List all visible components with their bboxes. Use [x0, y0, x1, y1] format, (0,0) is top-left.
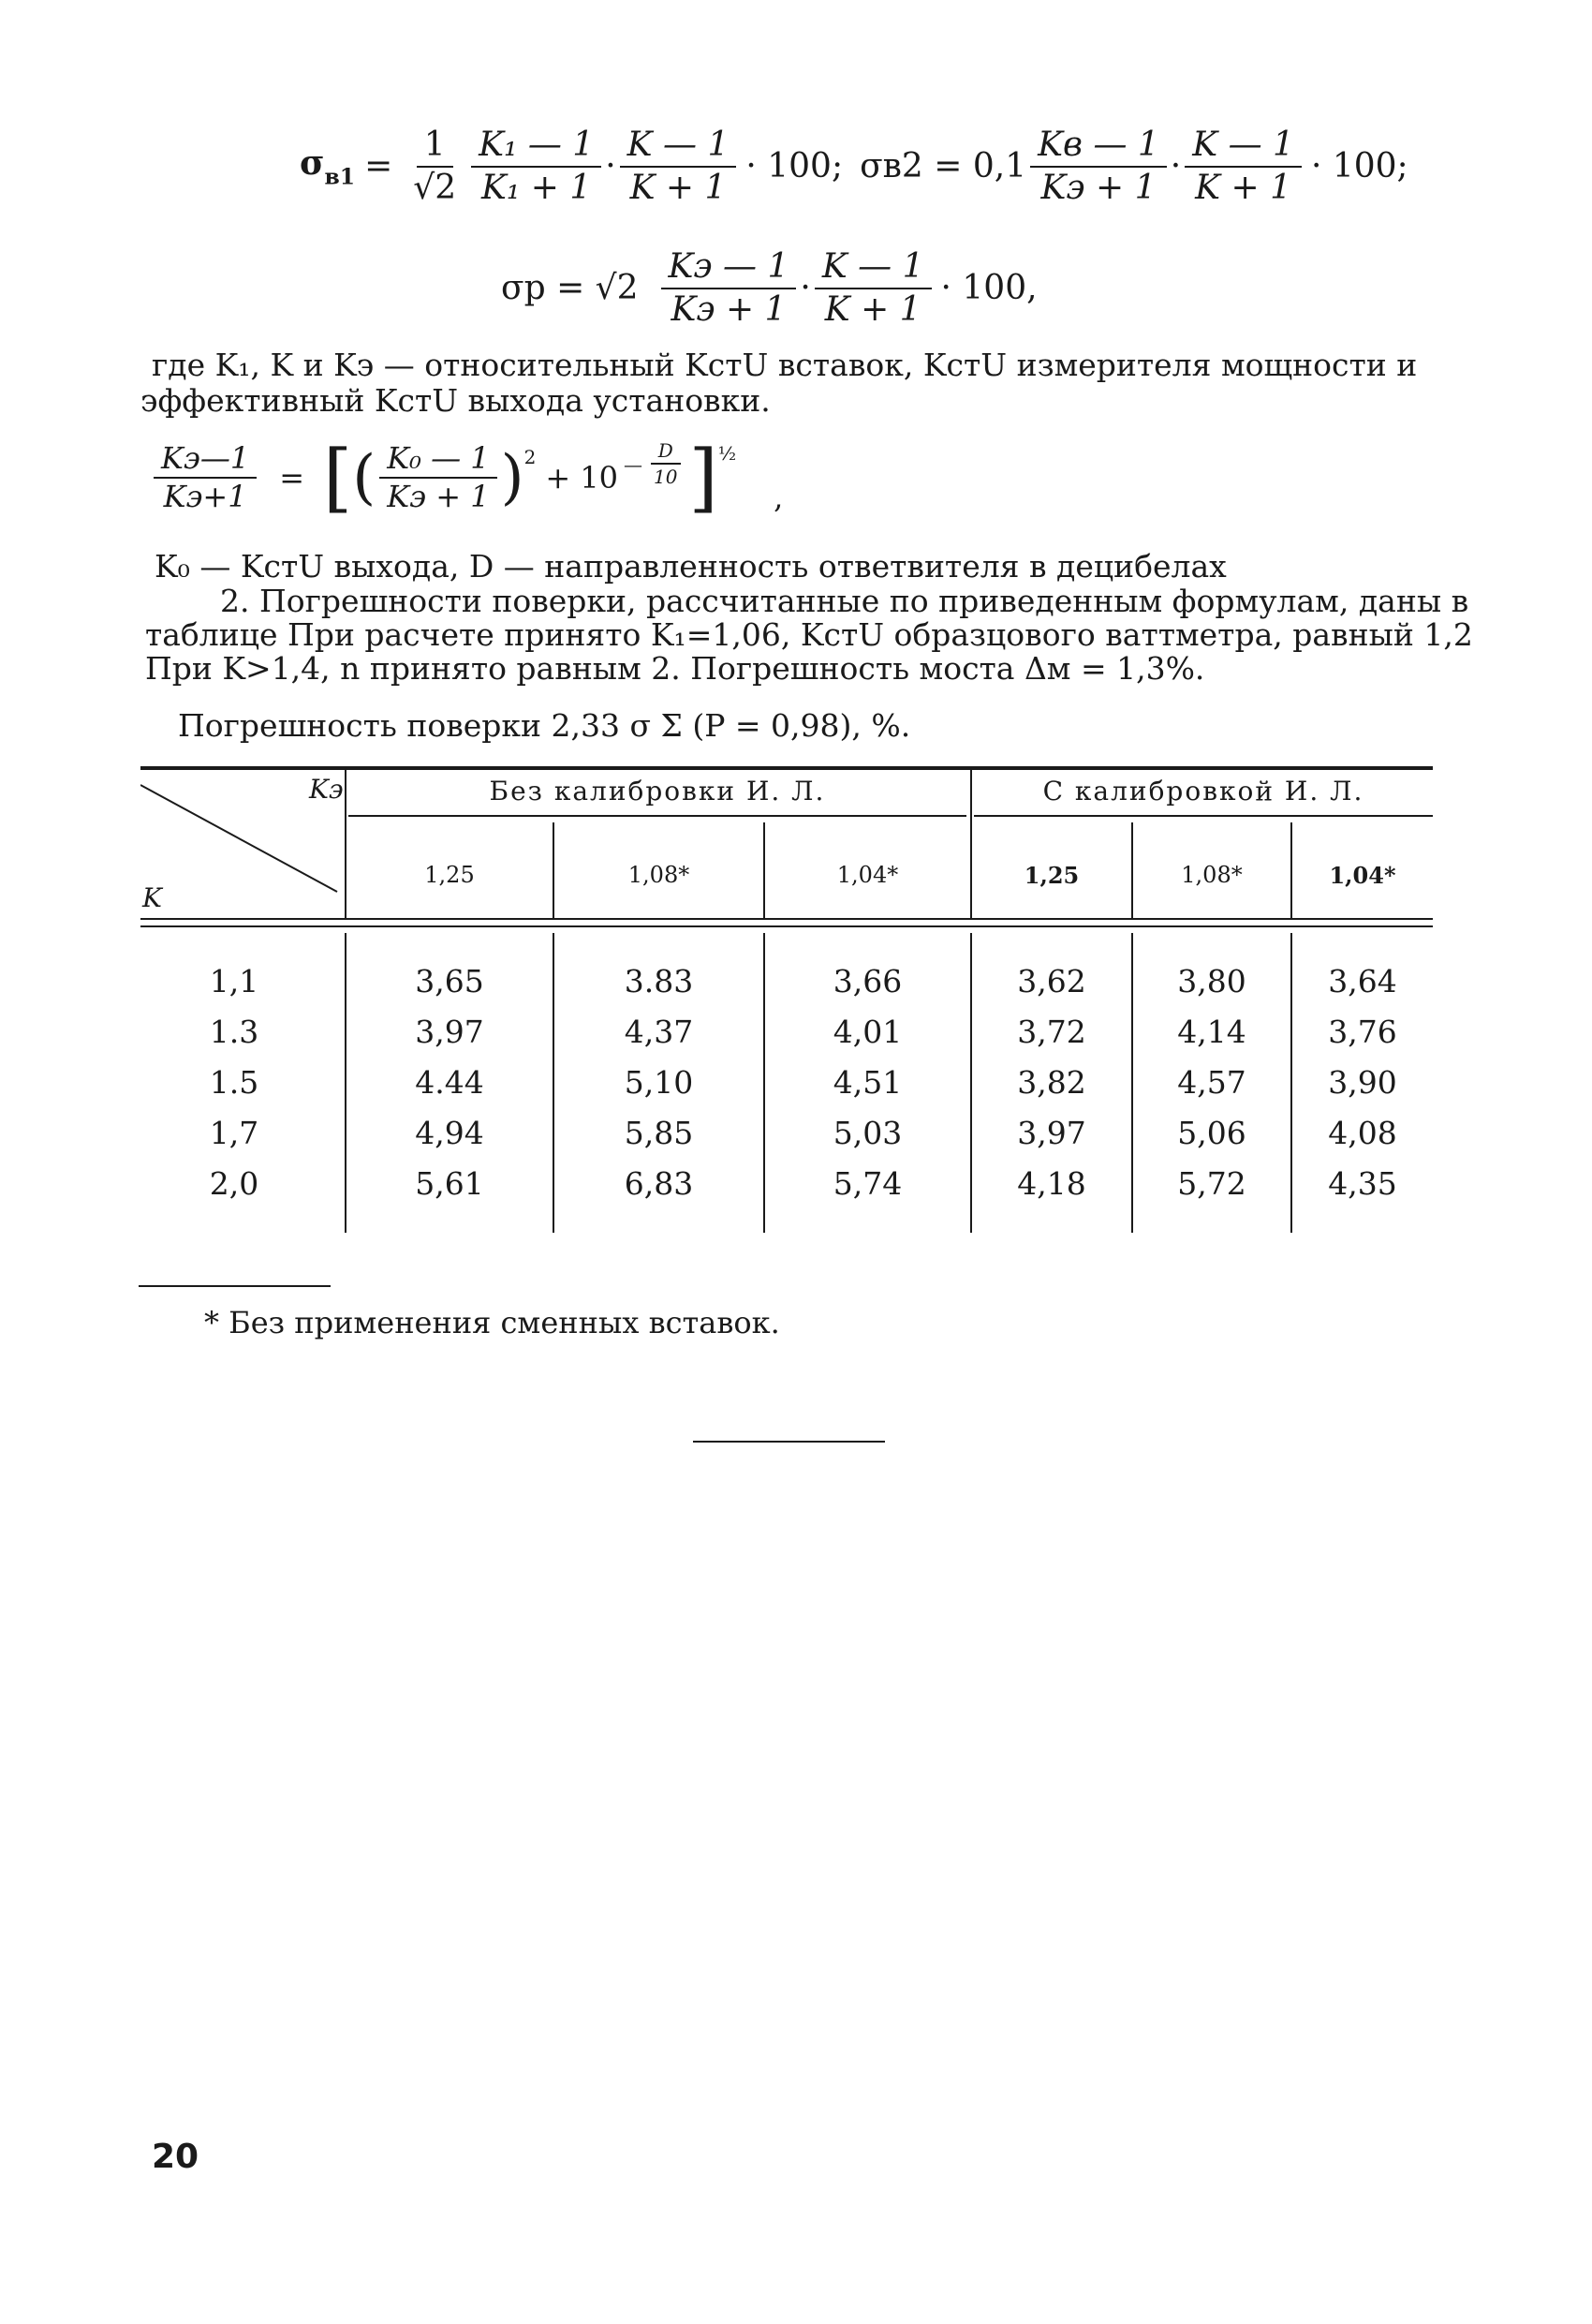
frac-k: $\frac{K — 1}{K + 1}$: [620, 126, 737, 206]
frac-ke: $\frac{Kэ — 1}{Kэ + 1}$: [661, 248, 797, 328]
row-k: 1,7: [209, 1115, 259, 1151]
sigma-b2: σв2 = 0,1: [860, 147, 1027, 186]
note2-line-1: 2. Погрешности поверки, рассчитанные по приведенным формулам, даны в: [220, 583, 1469, 619]
where-line-2: эффективный KстU выхода установки.: [140, 382, 771, 419]
cell: 3,80: [1177, 963, 1246, 999]
cell: 3,66: [833, 963, 903, 999]
cell: 5,61: [415, 1165, 484, 1202]
where-line-1: где K₁, K и Kэ — относительный KстU вставок, KстU измерителя мощности и: [152, 347, 1418, 383]
subheader: 1,04*: [836, 862, 899, 888]
corner-bottom-label: K: [142, 882, 162, 913]
formula-sigma-b1: $\sigma_{в1}$ = $\frac{1}{√2}$ $\frac{\text{K₁ — 1}}{\text{K₁ + 1}}$ · $\frac{K — 1}{K + 1}$ · 100; σв2 = 0,1 $\frac{Kв — 1}{Kэ + 1}$ · $\frac{K — 1}{K + 1}$ · 100;: [300, 126, 1408, 207]
group-header-without-calibration: Без калибровки И. Л.: [489, 776, 826, 807]
cell: 3,97: [415, 1014, 484, 1050]
frac-k1: $\frac{\text{K₁ — 1}}{\text{K₁ + 1}}$: [471, 126, 601, 206]
subheader: 1,25: [424, 862, 475, 888]
cell: 6,83: [624, 1165, 694, 1202]
cell: 5,72: [1177, 1165, 1246, 1202]
note2-line-2: таблице При расчете принято K₁=1,06, KстU образцового ваттметра, равный 1,2: [145, 616, 1473, 653]
corner-top-label: Kэ: [309, 774, 344, 805]
footnote: * Без применения сменных вставок.: [204, 1305, 780, 1340]
frac-1-sqrt2: $\frac{1}{√2}$: [413, 126, 457, 207]
cell: 3,62: [1017, 963, 1086, 999]
frac-ke-lhs: $\frac{Kэ—1}{Kэ+1}$: [154, 442, 257, 513]
row-k: 1.3: [209, 1014, 259, 1050]
subheader: 1,04*: [1329, 862, 1396, 889]
formula-ke-ratio: $\frac{Kэ—1}{Kэ+1}$ = [ ( $\frac{\text{K₀ — 1}}{Kэ + 1}$ ) 2 + 10 — $\frac{D}{10}$ ] ½ ,: [150, 440, 783, 515]
formula-sigma-p: σр = √2 $\frac{Kэ — 1}{Kэ + 1}$ · $\frac{K — 1}{K + 1}$ · 100,: [501, 247, 1038, 329]
frac-d-10: $\frac{D}{10}$: [646, 440, 685, 487]
note2-line-3: При K>1,4, n принято равным 2. Погрешность моста Δм = 1,3%.: [145, 650, 1205, 687]
cell: 4,94: [415, 1115, 484, 1151]
cell: 3.83: [624, 963, 694, 999]
section-end-rule: [693, 1441, 885, 1443]
cell: 3,76: [1328, 1014, 1397, 1050]
cell: 5,85: [624, 1115, 694, 1151]
cell: 4,35: [1328, 1165, 1397, 1202]
cell: 3,64: [1328, 963, 1397, 999]
cell: 4,08: [1328, 1115, 1397, 1151]
cell: 5,10: [624, 1064, 694, 1101]
cell: 4,18: [1017, 1165, 1086, 1202]
cell: 4,51: [833, 1064, 903, 1101]
cell: 4,01: [833, 1014, 903, 1050]
cell: 3,82: [1017, 1064, 1086, 1101]
cell: 4,57: [1177, 1064, 1246, 1101]
cell: 4.44: [415, 1064, 484, 1101]
row-k: 1.5: [209, 1064, 259, 1101]
frac-kb: $\frac{Kв — 1}{Kэ + 1}$: [1030, 126, 1167, 206]
k0-line: K₀ — KстU выхода, D — направленность ответвителя в децибелах: [155, 548, 1227, 585]
sigma-b1-sub: в1: [324, 163, 356, 190]
table-caption: Погрешность поверки 2,33 σ Σ (P = 0,98), %.: [178, 707, 911, 744]
frac-k-3: $\frac{K — 1}{K + 1}$: [815, 248, 932, 328]
cell: 3,90: [1328, 1064, 1397, 1101]
cell: 5,06: [1177, 1115, 1246, 1151]
row-k: 2,0: [209, 1165, 259, 1202]
row-k: 1,1: [209, 963, 259, 999]
cell: 3,65: [415, 963, 484, 999]
cell: 3,72: [1017, 1014, 1086, 1050]
page-number: 20: [152, 2138, 199, 2176]
cell: 5,03: [833, 1115, 903, 1151]
cell: 3,97: [1017, 1115, 1086, 1151]
cell: 4,37: [624, 1014, 694, 1050]
subheader: 1,08*: [1181, 862, 1243, 888]
footnote-rule: [139, 1285, 331, 1287]
group-header-with-calibration: С калибровкой И. Л.: [1042, 776, 1364, 807]
subheader: 1,25: [1024, 862, 1080, 889]
cell: 4,14: [1177, 1014, 1246, 1050]
sigma-b1-symbol: σ: [300, 142, 325, 183]
sigma-p: σр = √2: [501, 269, 639, 308]
frac-k-2: $\frac{K — 1}{K + 1}$: [1185, 126, 1302, 206]
cell: 5,74: [833, 1165, 903, 1202]
frac-k0: $\frac{\text{K₀ — 1}}{Kэ + 1}$: [379, 442, 496, 513]
subheader: 1,08*: [627, 862, 690, 888]
